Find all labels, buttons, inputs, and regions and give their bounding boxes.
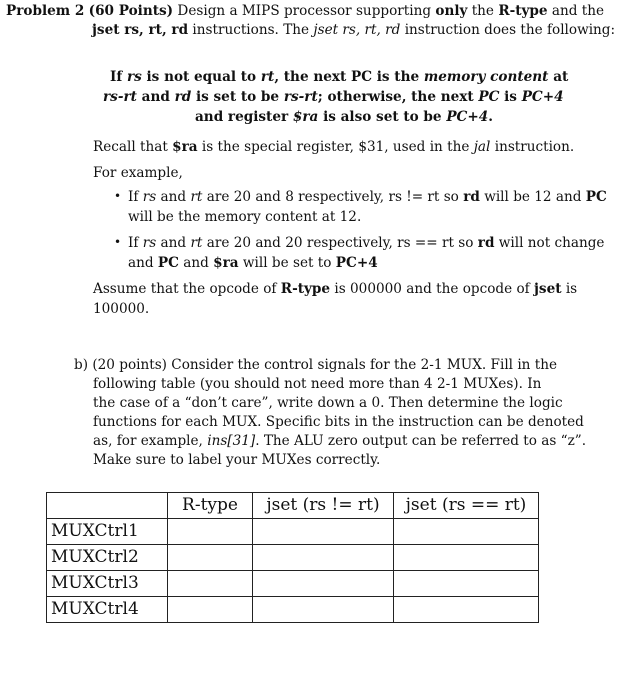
def-var: rs-rt: [103, 89, 137, 105]
bullet-1-line-2: will be the memory content at 12.: [128, 209, 362, 225]
row-label-muxctrl4: MUXCtrl4: [47, 597, 168, 623]
bullet-bold: PC: [585, 189, 607, 205]
emphasis-only: only: [435, 3, 468, 19]
def-text: ; otherwise, the next: [317, 89, 474, 105]
answer-cell[interactable]: [168, 545, 253, 571]
bullet-text: and: [128, 255, 154, 271]
bullet-text: are 20 and 20 respectively, rs == rt so: [206, 235, 474, 251]
part-b-line-2: following table (you should not need more than 4 2-1 MUXes). In: [93, 376, 542, 392]
definition-line-1: [110, 68, 568, 87]
table-row: [47, 597, 539, 623]
bullet-bold: PC+4: [335, 255, 378, 271]
bullet-text: and: [160, 189, 187, 205]
def-var: rs-rt: [283, 89, 318, 105]
def-text: is also set to be: [323, 109, 442, 125]
recall-line: [93, 138, 574, 157]
assume-line-2: 100000.: [93, 301, 150, 317]
bullet-text: If: [128, 235, 139, 251]
mux-control-table: [46, 492, 539, 623]
definition-line-3: [195, 108, 493, 127]
bullet-2-line-1: [128, 234, 604, 253]
problem-text: the: [471, 3, 494, 19]
def-text: is: [504, 89, 517, 105]
table-row: [47, 571, 539, 597]
register-ra: $ra: [172, 139, 198, 155]
answer-cell[interactable]: [253, 519, 394, 545]
def-text: and: [141, 89, 170, 105]
problem-line-1: [6, 2, 604, 21]
answer-cell[interactable]: [394, 597, 539, 623]
bullet-text: and: [160, 235, 187, 251]
header-jset-eq: jset (rs == rt): [394, 493, 539, 519]
def-text: is not equal to: [146, 69, 257, 85]
bullet-bold: rd: [477, 235, 495, 251]
answer-cell[interactable]: [253, 597, 394, 623]
assume-text: Assume that the opcode of: [93, 281, 277, 297]
answer-cell[interactable]: [394, 571, 539, 597]
def-text: , the next PC is the: [274, 69, 420, 85]
bullet-var: rt: [190, 235, 203, 251]
def-var: rs: [126, 69, 142, 85]
emphasis-rtype: R-type: [498, 3, 548, 19]
def-text: is set to be: [195, 89, 280, 105]
table-corner-cell: [47, 493, 168, 519]
answer-cell[interactable]: [253, 571, 394, 597]
part-b-line-5: [93, 432, 586, 451]
bullet-var: rs: [142, 189, 157, 205]
def-var: PC: [478, 89, 500, 105]
definition-line-2: [103, 88, 564, 107]
part-b-italic: ins[31]: [207, 433, 256, 449]
bullet-2-line-2: [128, 254, 378, 273]
table-row: [47, 519, 539, 545]
def-text: .: [488, 109, 493, 125]
problem-text: instructions. The: [192, 22, 310, 38]
bullet-text: will not change: [498, 235, 605, 251]
bullet-bold: PC: [157, 255, 179, 271]
bullet-icon: •: [114, 235, 122, 249]
assume-bold: jset: [534, 281, 562, 297]
answer-cell[interactable]: [394, 545, 539, 571]
bullet-text: and: [183, 255, 209, 271]
row-label-muxctrl2: MUXCtrl2: [47, 545, 168, 571]
bullet-text: If: [128, 189, 139, 205]
assume-line-1: [93, 280, 577, 299]
problem-text: instruction does the following:: [404, 22, 616, 38]
bullet-bold: $ra: [213, 255, 239, 271]
part-b-text: . The ALU zero output can be referred to as “z”.: [255, 433, 587, 449]
assume-bold: R-type: [280, 281, 331, 297]
answer-cell[interactable]: [253, 545, 394, 571]
answer-cell[interactable]: [168, 571, 253, 597]
example-intro: For example,: [93, 165, 183, 181]
def-var: PC+4: [446, 109, 489, 125]
header-jset-neq: jset (rs != rt): [253, 493, 394, 519]
def-var: rt: [260, 69, 275, 85]
answer-cell[interactable]: [394, 519, 539, 545]
bullet-var: rt: [190, 189, 203, 205]
problem-line-2: [92, 21, 615, 40]
bullet-text: will be set to: [242, 255, 332, 271]
part-b-line-3: the case of a “don’t care”, write down a 0. Then determine the logic: [93, 395, 563, 411]
bullet-var: rs: [142, 235, 157, 251]
def-var: rd: [174, 89, 192, 105]
table-row: [47, 545, 539, 571]
row-label-muxctrl1: MUXCtrl1: [47, 519, 168, 545]
bullet-text: are 20 and 8 respectively, rs != rt so: [206, 189, 459, 205]
bullet-icon: •: [114, 189, 122, 203]
answer-cell[interactable]: [168, 597, 253, 623]
bullet-text: will be 12 and: [484, 189, 582, 205]
part-b-text: as, for example,: [93, 433, 203, 449]
def-var: $ra: [292, 109, 319, 125]
assume-text: is: [565, 281, 578, 297]
bullet-1-line-1: [128, 188, 607, 207]
problem-number: Problem 2: [6, 3, 85, 19]
part-b-line-6: Make sure to label your MUXes correctly.: [93, 452, 381, 468]
problem-text: and the: [551, 3, 605, 19]
part-b-line-4: functions for each MUX. Specific bits in the instruction can be denoted: [93, 414, 584, 430]
table-header-row: [47, 493, 539, 519]
recall-text: instruction.: [494, 139, 575, 155]
def-var: PC+4: [521, 89, 564, 105]
assume-text: is 000000 and the opcode of: [334, 281, 530, 297]
instruction-jal: jal: [473, 139, 491, 155]
def-text: and register: [195, 109, 289, 125]
def-var: memory content: [423, 69, 549, 85]
header-rtype: R-type: [168, 493, 253, 519]
def-text: If: [110, 69, 123, 85]
def-text: at: [553, 69, 569, 85]
recall-text: Recall that: [93, 139, 168, 155]
emphasis-jset: jset rs, rt, rd: [92, 22, 189, 38]
bullet-bold: rd: [463, 189, 480, 205]
part-b-line-1: b) (20 points) Consider the control signals for the 2-1 MUX. Fill in the: [74, 357, 558, 373]
problem-points: (60 Points): [88, 3, 174, 19]
italic-jset: jset rs, rt, rd: [313, 22, 401, 38]
row-label-muxctrl3: MUXCtrl3: [47, 571, 168, 597]
problem-text: Design a MIPS processor supporting: [177, 3, 432, 19]
recall-text: is the special register, $31, used in the: [201, 139, 470, 155]
answer-cell[interactable]: [168, 519, 253, 545]
